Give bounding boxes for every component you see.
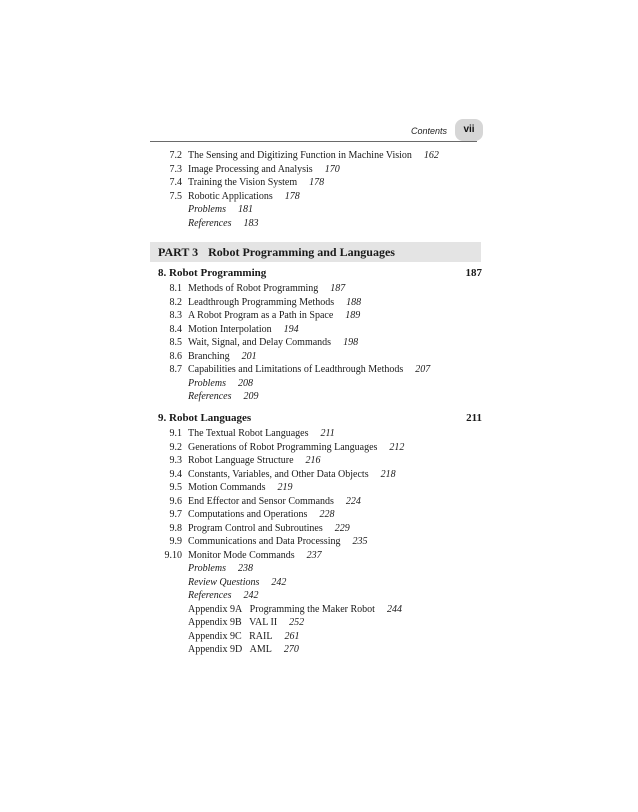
appendix-page: 252 [289,617,305,628]
entry-title-line [188,309,360,323]
entry-title-line [188,427,335,441]
toc-extra [0,203,638,217]
entry-title: Image Processing and Analysis [188,163,313,175]
entry-number: 7.2 [169,150,182,161]
entry-page: 219 [277,482,293,493]
chapter-title: 8. Robot Programming [158,267,267,279]
entry-number: 9.2 [169,441,182,453]
appendix-line [188,643,299,657]
entry-page: 229 [334,522,350,534]
entry-title: Robotic Applications [188,190,273,202]
entry-title: Motion Interpolation [188,323,272,335]
extra-page: 209 [243,391,259,402]
header-label: Contents [410,126,447,136]
entry-title-line [188,441,404,455]
toc-entry [0,495,638,509]
entry-page: 189 [345,310,361,321]
appendix-title: Programming the Maker Robot [249,603,375,615]
toc-entry [0,441,638,455]
extra-page: 181 [237,204,253,215]
extra-title: References [188,391,232,402]
toc-entry [0,535,638,549]
entry-title-line [188,495,361,509]
entry-title-line [188,522,350,536]
appendix-label: Appendix 9A [188,603,243,615]
toc-entry [0,350,638,364]
section7-list [0,149,638,230]
entry-title-line [188,508,334,522]
entry-title-line [188,323,299,337]
entry-title: Branching [188,350,230,362]
entry-page: 216 [305,455,321,466]
extra-page: 242 [271,576,287,588]
toc-entry [0,481,638,495]
header-rule [150,141,477,142]
extra-title: References [188,217,232,229]
entry-title-line [188,350,257,364]
toc-extra [0,377,638,391]
entry-page: 207 [415,364,431,375]
toc-entry [0,163,638,177]
toc-entry [0,190,638,204]
toc-entry [0,336,638,350]
entry-title: Constants, Variables, and Other Data Objects [188,468,369,480]
part-banner [150,242,481,262]
entry-title: Computations and Operations [188,509,308,520]
toc-extra [0,390,638,404]
chapter8-list [0,282,638,404]
chapter-title: 9. Robot Languages [158,412,252,424]
entry-number: 9.3 [169,455,182,466]
toc-entry [0,282,638,296]
entry-title-line [188,163,340,177]
running-header [150,118,485,142]
appendix-label: Appendix 9D [188,644,243,655]
entry-title: Capabilities and Limitations of Leadthrough Methods [188,364,404,375]
entry-title-line [188,454,321,468]
extra-title: Problems [188,204,226,215]
appendix-title: RAIL [249,630,273,642]
toc-entry [0,427,638,441]
toc-extra [0,576,638,590]
entry-title-line [188,176,324,190]
extra-title: Problems [188,377,226,389]
appendix-title: AML [249,644,272,655]
entry-number: 8.4 [169,323,182,335]
toc-entry [0,508,638,522]
extra-page: 208 [237,377,253,389]
extra-line [188,589,259,603]
entry-title-line [188,363,430,377]
appendix-entry [0,643,638,657]
extra-title: Problems [188,563,226,574]
appendix-entry [0,616,638,630]
toc-entry [0,522,638,536]
toc-entry [0,468,638,482]
appendix-line [188,630,299,644]
entry-title-line [188,190,300,204]
extra-line [188,217,259,231]
entry-title-line [188,296,361,310]
toc-entry [0,363,638,377]
entry-title: Motion Commands [188,482,266,493]
toc-entry [0,549,638,563]
part-heading [158,245,395,260]
entry-title: Training the Vision System [188,177,298,188]
toc-extra [0,589,638,603]
entry-number: 7.3 [169,163,182,175]
entry-page: 178 [309,177,325,188]
entry-title-line [188,535,367,549]
appendix-entry [0,603,638,617]
entry-page: 212 [389,441,405,453]
chapter-heading [158,266,482,280]
entry-number: 9.4 [169,468,182,480]
entry-page: 218 [380,468,396,480]
toc-extra [0,217,638,231]
extra-page: 242 [243,590,259,601]
entry-number: 7.5 [169,190,182,202]
appendix-line [188,603,402,617]
entry-page: 224 [345,495,361,507]
toc-entry [0,296,638,310]
entry-number: 8.5 [169,337,182,348]
entry-page: 170 [324,163,340,175]
toc-entry [0,454,638,468]
toc-entry [0,149,638,163]
entry-number: 9.5 [169,482,182,493]
entry-title: The Sensing and Digitizing Function in Machine Vision [188,150,412,161]
entry-title: Monitor Mode Commands [188,549,295,561]
entry-title: Robot Language Structure [188,455,294,466]
entry-page: 188 [346,296,362,308]
appendix-page: 270 [283,644,299,655]
appendix-page: 261 [284,630,300,642]
extra-line [188,562,253,576]
entry-title: Communications and Data Processing [188,536,341,547]
chapter-page: 187 [465,267,482,279]
toc-entry [0,309,638,323]
entry-title: Generations of Robot Programming Languages [188,441,378,453]
appendix-line [188,616,304,630]
entry-title: Leadthrough Programming Methods [188,296,335,308]
entry-number: 8.7 [169,364,182,375]
entry-page: 194 [283,323,299,335]
entry-page: 198 [343,337,359,348]
entry-number: 8.6 [169,350,182,362]
entry-page: 201 [241,350,257,362]
appendix-page: 244 [386,603,402,615]
chapter-page: 211 [466,412,482,424]
entry-number: 8.3 [169,310,182,321]
chapter-heading [158,411,482,425]
extra-title: Review Questions [188,576,260,588]
appendix-label: Appendix 9B [188,617,242,628]
entry-number: 7.4 [169,177,182,188]
extra-line [188,576,286,590]
entry-page: 237 [306,549,322,561]
entry-title-line [188,336,358,350]
entry-number: 9.7 [169,509,182,520]
extra-line [188,377,253,391]
entry-page: 228 [319,509,335,520]
entry-title: Methods of Robot Programming [188,283,319,294]
toc-extra [0,562,638,576]
entry-title-line [188,282,345,296]
extra-page: 238 [237,563,253,574]
entry-page: 211 [320,428,335,439]
entry-number: 8.1 [169,283,182,294]
entry-title-line [188,149,439,163]
entry-page: 178 [284,190,300,202]
toc-entry [0,176,638,190]
chapter9-list [0,427,638,657]
appendix-label: Appendix 9C [188,630,242,642]
entry-title-line [188,468,396,482]
entry-number: 9.10 [164,549,182,561]
entry-number: 9.8 [169,522,182,534]
entry-title: A Robot Program as a Path in Space [188,310,334,321]
extra-line [188,390,259,404]
part-label: PART 3 [158,245,199,259]
entry-page: 235 [352,536,368,547]
entry-page: 162 [423,150,439,161]
entry-number: 9.6 [169,495,182,507]
entry-number: 9.9 [169,536,182,547]
entry-title: Program Control and Subroutines [188,522,323,534]
entry-number: 9.1 [169,428,182,439]
entry-title: The Textual Robot Languages [188,428,309,439]
header-page-number: vii [455,119,483,141]
entry-page: 187 [330,283,346,294]
toc-entry [0,323,638,337]
entry-title: Wait, Signal, and Delay Commands [188,337,332,348]
appendix-title: VAL II [249,617,278,628]
appendix-entry [0,630,638,644]
entry-number: 8.2 [169,296,182,308]
entry-title: End Effector and Sensor Commands [188,495,334,507]
entry-title-line [188,549,322,563]
entry-title-line [188,481,293,495]
extra-page: 183 [243,217,259,229]
extra-line [188,203,253,217]
part-title: Robot Programming and Languages [208,245,395,259]
extra-title: References [188,590,232,601]
